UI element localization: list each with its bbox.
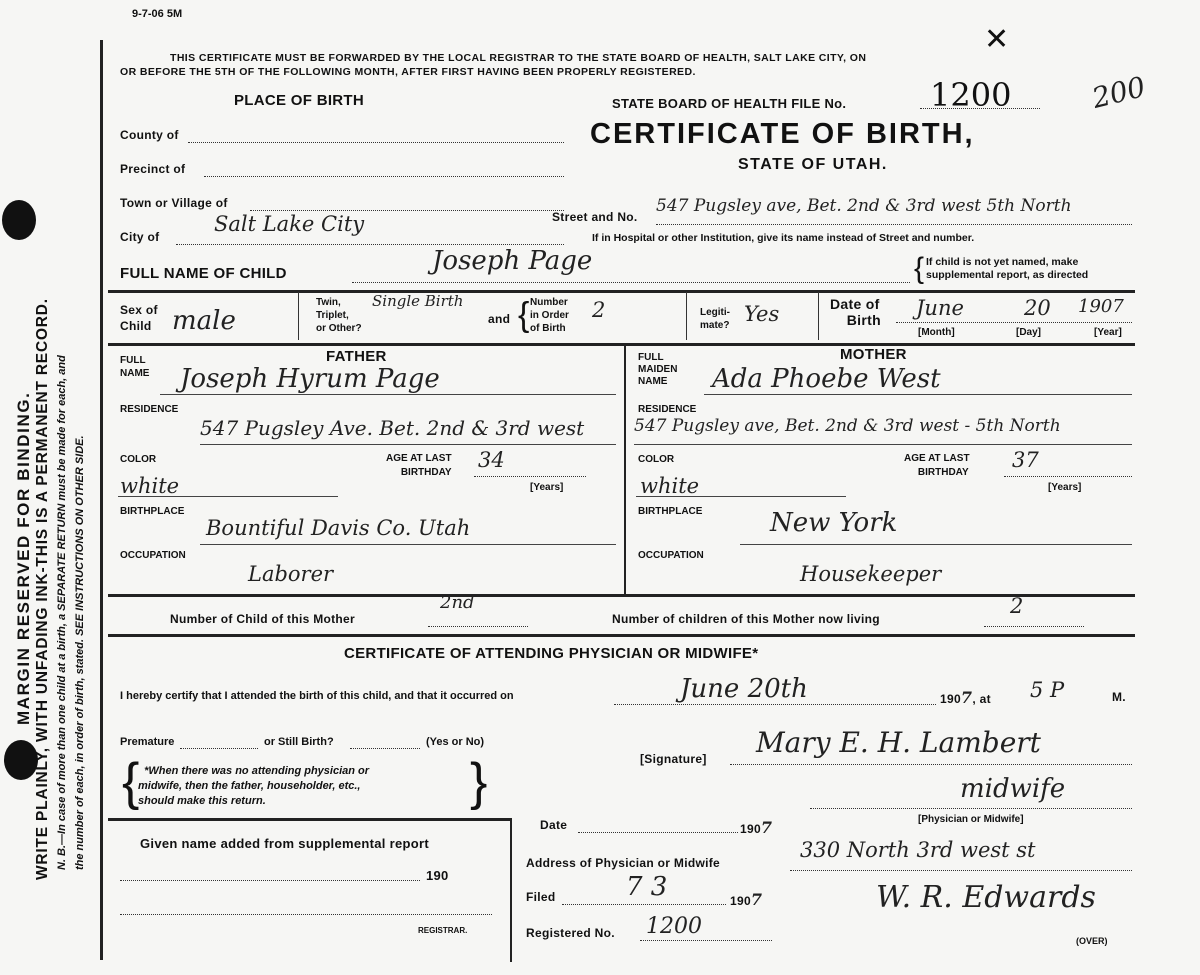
address-label: Address of Physician or Midwife bbox=[526, 856, 721, 870]
dob-month-value: June bbox=[916, 296, 964, 320]
mother-birthplace-value: New York bbox=[770, 508, 898, 538]
mother-residence-label: RESIDENCE bbox=[638, 404, 697, 415]
birth-occurred-year: 1907, at bbox=[940, 688, 991, 707]
date-label: Date bbox=[540, 818, 568, 832]
file-no-annotation: 200 bbox=[1088, 70, 1149, 115]
number-order-value: 2 bbox=[592, 298, 606, 322]
filed-year: 1907 bbox=[730, 890, 763, 909]
mother-age-value: 37 bbox=[1012, 448, 1039, 472]
mother-color-value: white bbox=[640, 474, 700, 498]
mother-birthplace-label: BIRTHPLACE bbox=[638, 506, 703, 517]
punch-hole bbox=[4, 740, 38, 780]
dob-label: Date of Birth bbox=[830, 296, 881, 328]
registrar-label: REGISTRAR. bbox=[418, 926, 468, 935]
certify-text: I hereby certify that I attended the birth of this child, and that it occurred on bbox=[120, 690, 514, 702]
filed-value: 7 3 bbox=[626, 872, 668, 902]
sex-value: male bbox=[172, 306, 236, 336]
father-full-name-label: FULL NAME bbox=[120, 355, 150, 379]
dob-day-value: 20 bbox=[1024, 296, 1051, 320]
city-value: Salt Lake City bbox=[214, 212, 365, 236]
certificate-subtitle: STATE OF UTAH. bbox=[738, 156, 888, 173]
mother-color-label: COLOR bbox=[638, 454, 675, 465]
twin-value: Single Birth bbox=[372, 292, 464, 310]
unnamed-note-1: If child is not yet named, make bbox=[926, 256, 1079, 268]
number-order-label: Number in Order of Birth bbox=[530, 297, 569, 334]
registrar-signature: W. R. Edwards bbox=[876, 880, 1096, 915]
county-label: County of bbox=[120, 128, 179, 142]
street-label: Street and No. bbox=[552, 210, 638, 224]
children-living-label: Number of children of this Mother now living bbox=[612, 612, 880, 626]
address-value: 330 North 3rd west st bbox=[800, 838, 1036, 862]
place-of-birth-heading: PLACE OF BIRTH bbox=[234, 92, 365, 109]
legitimate-value: Yes bbox=[744, 302, 780, 326]
date-year: 1907 bbox=[740, 818, 773, 837]
registered-value: 1200 bbox=[646, 914, 702, 939]
hospital-note: If in Hospital or other Institution, give its name instead of Street and number. bbox=[592, 232, 975, 244]
premature-label: Premature bbox=[120, 736, 175, 748]
dob-year-value: 1907 bbox=[1078, 296, 1124, 317]
mother-residence-value: 547 Pugsley ave, Bet. 2nd & 3rd west - 5th North bbox=[634, 416, 1061, 436]
instruction-line-1: THIS CERTIFICATE MUST BE FORWARDED BY THE LOCAL REGISTRAR TO THE STATE BOARD OF HEALTH, SALT LAKE CITY, ON bbox=[170, 52, 867, 64]
certificate-title: CERTIFICATE OF BIRTH, bbox=[590, 118, 975, 150]
sex-label: Sex of Child bbox=[120, 303, 158, 333]
city-label: City of bbox=[120, 230, 160, 244]
signature-label: [Signature] bbox=[640, 752, 707, 766]
filed-label: Filed bbox=[526, 890, 556, 904]
instruction-line-2: OR BEFORE THE 5TH OF THE FOLLOWING MONTH, AFTER FIRST HAVING BEEN PROPERLY REGISTERED. bbox=[120, 66, 696, 78]
physician-footnote: *When there was no attending physician or midwife, then the father, householder, etc., should make this return. bbox=[138, 765, 370, 807]
still-birth-label: or Still Birth? bbox=[264, 736, 334, 748]
father-color-value: white bbox=[120, 474, 180, 498]
father-name-value: Joseph Hyrum Page bbox=[180, 364, 440, 394]
children-living-value: 2 bbox=[1010, 594, 1024, 618]
precinct-label: Precinct of bbox=[120, 162, 186, 176]
margin-binding-note: MARGIN RESERVED FOR BINDING. bbox=[14, 391, 33, 725]
father-birthplace-label: BIRTHPLACE bbox=[120, 506, 185, 517]
supplemental-label: Given name added from supplemental report bbox=[140, 836, 429, 851]
father-heading: FATHER bbox=[326, 348, 387, 365]
father-occupation-value: Laborer bbox=[248, 562, 334, 586]
margin-nb-note-2: the number of each, in order of birth, stated. SEE INSTRUCTIONS ON OTHER SIDE. bbox=[74, 435, 86, 870]
father-occupation-label: OCCUPATION bbox=[120, 550, 186, 561]
mother-years-label: [Years] bbox=[1048, 482, 1082, 493]
birth-occurred-date-value: June 20th bbox=[680, 674, 808, 704]
yes-no-label: (Yes or No) bbox=[426, 736, 485, 748]
legitimate-label: Legiti- mate? bbox=[700, 307, 730, 331]
father-age-value: 34 bbox=[478, 448, 505, 472]
form-code: 9-7-06 5M bbox=[132, 8, 183, 20]
child-number-value: 2nd bbox=[440, 592, 475, 613]
father-birthplace-value: Bountiful Davis Co. Utah bbox=[206, 516, 471, 540]
street-value: 547 Pugsley ave, Bet. 2nd & 3rd west 5th North bbox=[656, 196, 1072, 216]
meridian-label: M. bbox=[1112, 690, 1126, 704]
cross-mark: ✕ bbox=[984, 22, 1010, 57]
father-age-label: AGE AT LAST BIRTHDAY bbox=[386, 453, 452, 478]
punch-hole bbox=[2, 200, 36, 240]
physician-role-label: [Physician or Midwife] bbox=[918, 814, 1024, 825]
father-years-label: [Years] bbox=[530, 482, 564, 493]
physician-role-value: midwife bbox=[960, 774, 1066, 804]
birth-certificate-page: MARGIN RESERVED FOR BINDING. WRITE PLAINLY, WITH UNFADING INK-THIS IS A PERMANENT RECORD. N. B.—In case of more than one child at a birth, a SEPARATE RETURN must be made for each, and the number of each, in order of birth, stated. SEE INSTRUCTIONS ON OTHER SIDE. 9-7-06 5M THIS CERTIFICATE MUST BE FORWARDED BY THE LOCAL REGISTRAR TO THE STATE BOARD OF HEALTH, SALT LAKE CITY, ON OR BEFORE THE 5TH OF THE FOLLOWING MONTH, AFTER FIRST HAVING BEEN PROPERLY REGISTERED. ✕ PLACE OF BIRTH STATE BOARD OF HEALTH FILE No. 1200 200 CERTIFICATE OF BIRTH, STATE OF UTAH. County of Precinct of Town or Village of City of Salt Lake City Street and No. 547 Pugsley ave, Bet. 2nd & 3rd west 5th North If in Hospital or other Institution, give its name instead of Street and number. FULL NAME OF CHILD Joseph Page { If child is not yet named, make supplemental report, as directed Sex of Child male Twin, Triplet, or Other? Single Birth and { Number in Order of Birth 2 Legiti- mate? Yes Date of Birth June 20 1907 [Month] [Day] [Year] FATHER FULL NAME Joseph Hyrum Page RESIDENCE 547 Pugsley Ave. Bet. 2nd & 3rd west COLOR white AGE AT LAST BIRTHDAY 34 [Years] BIRTHPLACE Bountiful Davis Co. Utah OCCUPATION Laborer MOTHER FULL MAIDEN NAME Ada Phoebe West RESIDENCE 547 Pugsley ave, Bet. 2nd & 3rd west - 5th North COLOR white AGE AT LAST BIRTHDAY 37 [Years] BIRTHPLACE New York OCCUPATION Housekeeper Number of Child of this Mother 2nd Number of children of this Mother now living 2 CERTIFICATE OF ATTENDING PHYSICIAN OR MIDWIFE* I hereby certify that I attended the birth of this child, and that it occurred on June 20th 1907, at 5 P M. Premature or Still Birth? (Yes or No) { *When there was no attending physician or midwife, then the father, householder, etc., should make this return. } [Signature] Mary E. H. Lambert midwife [Physician or Midwife] Given name added from supplemental report 190 REGISTRAR. Date 1907 Address of Physician or Midwife 330 North 3rd west st Filed 7 3 1907 Registered No. 1200 W. R. Edwards (OVER) bbox=[0, 0, 1200, 975]
file-no-label: STATE BOARD OF HEALTH FILE No. bbox=[612, 96, 847, 111]
child-number-label: Number of Child of this Mother bbox=[170, 612, 355, 626]
margin-nb-note-1: N. B.—In case of more than one child at a birth, a SEPARATE RETURN must be made for each, and bbox=[56, 355, 68, 870]
mother-heading: MOTHER bbox=[840, 346, 907, 363]
twin-label: Twin, Triplet, or Other? bbox=[316, 297, 362, 334]
registered-label: Registered No. bbox=[526, 926, 615, 940]
child-name-value: Joseph Page bbox=[432, 246, 593, 276]
physician-certificate-heading: CERTIFICATE OF ATTENDING PHYSICIAN OR MIDWIFE* bbox=[344, 645, 759, 662]
supplemental-year: 190 bbox=[426, 868, 449, 883]
mother-maiden-name-label: FULL MAIDEN NAME bbox=[638, 352, 678, 387]
town-label: Town or Village of bbox=[120, 196, 228, 210]
child-name-label: FULL NAME OF CHILD bbox=[120, 265, 287, 282]
father-residence-label: RESIDENCE bbox=[120, 404, 179, 415]
file-no-value: 1200 bbox=[930, 76, 1012, 114]
mother-occupation-label: OCCUPATION bbox=[638, 550, 704, 561]
unnamed-note-2: supplemental report, as directed bbox=[926, 269, 1089, 281]
day-label: [Day] bbox=[1016, 327, 1042, 338]
margin-permanent-record-note: WRITE PLAINLY, WITH UNFADING INK-THIS IS A PERMANENT RECORD. bbox=[34, 298, 51, 880]
mother-name-value: Ada Phoebe West bbox=[712, 364, 941, 394]
year-label: [Year] bbox=[1094, 327, 1122, 338]
and-label: and bbox=[488, 312, 511, 326]
over-label: (OVER) bbox=[1076, 936, 1108, 946]
father-residence-value: 547 Pugsley Ave. Bet. 2nd & 3rd west bbox=[200, 416, 585, 440]
birth-occurred-time-value: 5 P bbox=[1030, 678, 1065, 702]
mother-age-label: AGE AT LAST BIRTHDAY bbox=[904, 453, 970, 478]
month-label: [Month] bbox=[918, 327, 955, 338]
signature-value: Mary E. H. Lambert bbox=[756, 726, 1041, 759]
father-color-label: COLOR bbox=[120, 454, 157, 465]
mother-occupation-value: Housekeeper bbox=[800, 562, 942, 586]
